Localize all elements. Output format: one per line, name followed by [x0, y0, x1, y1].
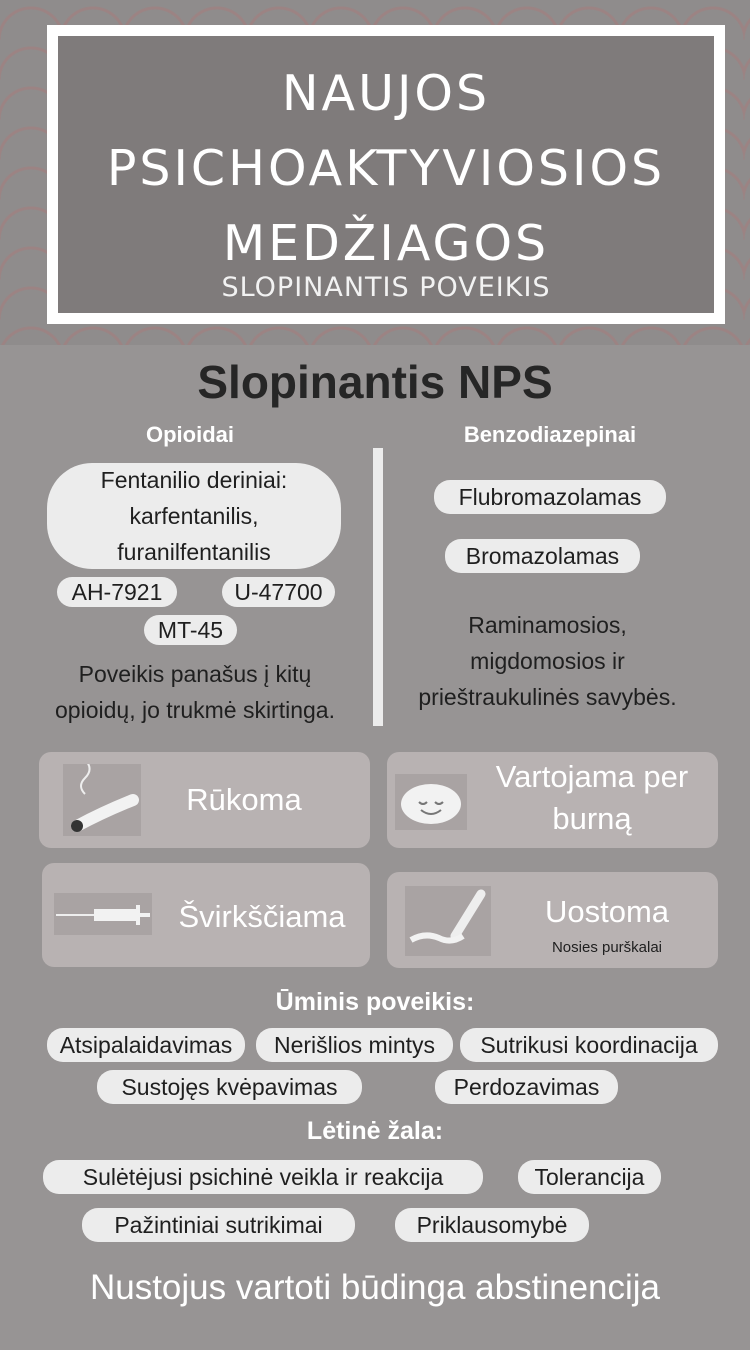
description-line: migdomosios ir — [470, 648, 625, 674]
description-line: Raminamosios, — [468, 612, 627, 638]
title-frame — [47, 25, 725, 324]
substance-pill: Bromazolamas — [445, 539, 640, 573]
route-label — [467, 756, 717, 840]
effect-pill: Sutrikusi koordinacija — [460, 1028, 718, 1062]
substance-pill: AH-7921 — [57, 577, 177, 607]
column-divider — [373, 448, 383, 726]
fentanyl-line: Fentanilio deriniai: — [100, 467, 288, 493]
effect-pill: Nerišlios mintys — [256, 1028, 453, 1062]
route-label-line: burną — [552, 801, 632, 836]
syringe-icon — [54, 893, 152, 935]
substance-pill: MT-45 — [144, 615, 237, 645]
fentanyl-pill — [47, 463, 341, 569]
route-card-smoked — [39, 752, 370, 848]
description-line: prieštraukulinės savybės. — [418, 684, 677, 710]
effect-pill: Priklausomybė — [395, 1208, 589, 1242]
fentanyl-line: furanilfentanilis — [117, 539, 271, 565]
route-sublabel: Nosies purškalai — [551, 939, 663, 956]
effect-pill: Sulėtėjusi psichinė veikla ir reakcija — [43, 1160, 483, 1194]
substance-pill: U-47700 — [222, 577, 335, 607]
route-label: Uostoma — [544, 894, 670, 929]
opioids-heading: Opioidai — [146, 422, 234, 447]
effect-pill: Perdozavimas — [435, 1070, 618, 1104]
route-card-oral — [387, 752, 718, 848]
effect-pill: Sustojęs kvėpavimas — [97, 1070, 362, 1104]
page-title: NAUJOS PSICHOAKTYVIOSIOS MEDŽIAGOS — [106, 65, 666, 272]
route-label: Rūkoma — [186, 782, 302, 817]
snorting-straw-icon — [405, 886, 491, 956]
benzodiazepines-heading: Benzodiazepinai — [463, 422, 637, 447]
chronic-heading: Lėtinė žala: — [306, 1117, 444, 1145]
description-line: opioidų, jo trukmė skirtinga. — [55, 697, 335, 723]
pill-icon — [395, 774, 467, 830]
effect-pill: Pažintiniai sutrikimai — [82, 1208, 355, 1242]
substance-pill: Flubromazolamas — [434, 480, 666, 514]
page-subtitle: SLOPINANTIS POVEIKIS — [221, 272, 551, 303]
acute-heading: Ūminis poveikis: — [275, 988, 475, 1016]
opioids-description — [30, 656, 360, 728]
route-card-snorted — [387, 872, 718, 968]
cigarette-icon — [63, 764, 141, 836]
route-label: Švirkščiama — [178, 899, 346, 934]
route-label-line: Vartojama per — [495, 759, 689, 794]
description-line: Poveikis panašus į kitų — [78, 661, 312, 687]
footer-note: Nustojus vartoti būdinga abstinencija — [89, 1268, 661, 1307]
effect-pill: Atsipalaidavimas — [47, 1028, 245, 1062]
section-heading: Slopinantis NPS — [197, 356, 553, 408]
effect-pill: Tolerancija — [518, 1160, 661, 1194]
route-card-injected — [42, 863, 370, 967]
fentanyl-line: karfentanilis, — [129, 503, 259, 529]
benzodiazepines-description — [395, 607, 700, 715]
